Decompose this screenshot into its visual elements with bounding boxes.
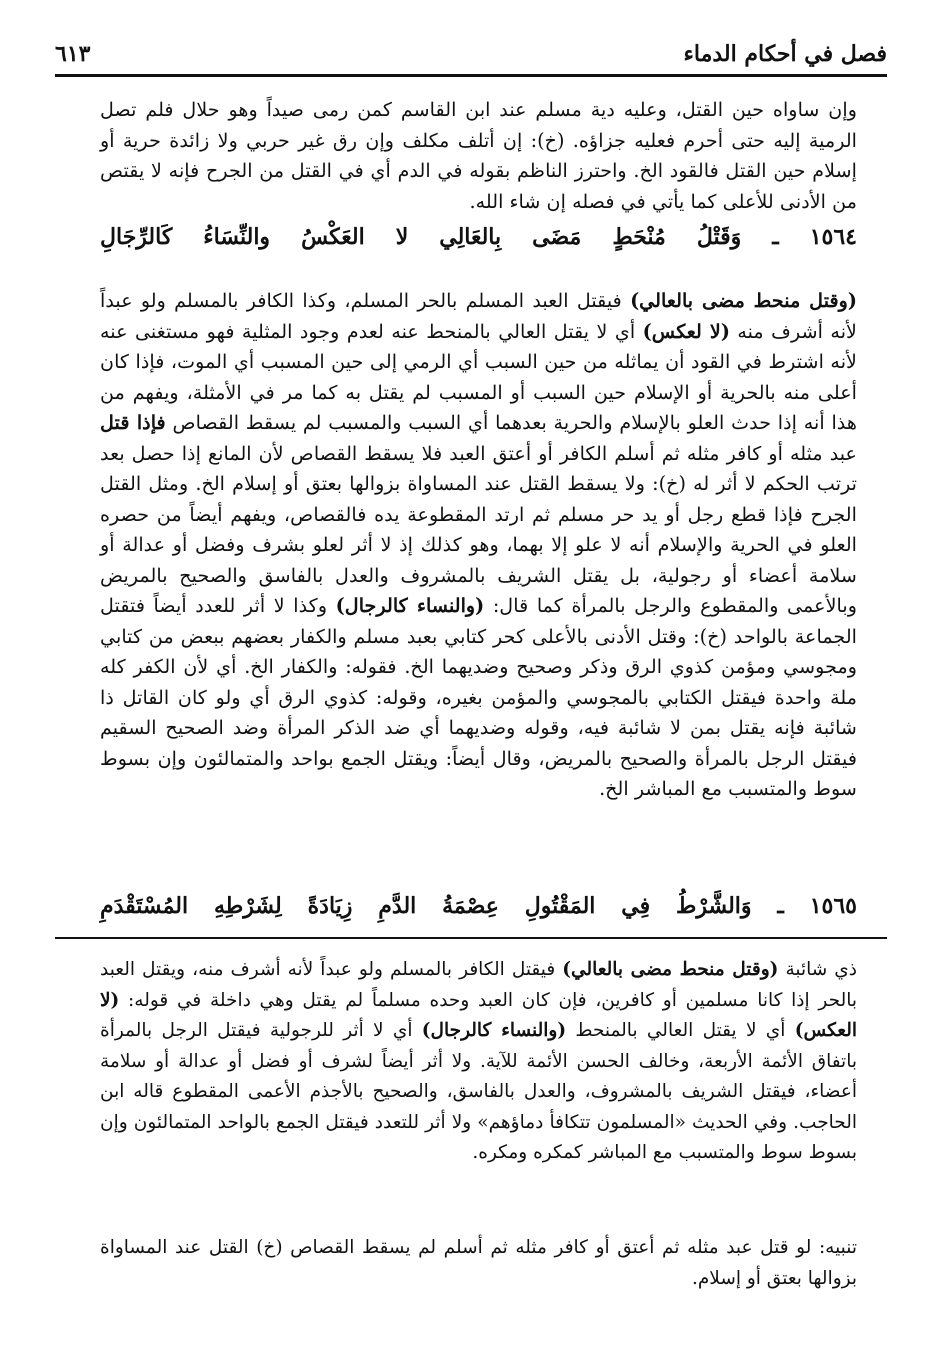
page-header <box>55 34 887 77</box>
footnote-quote-2: (لا العكس) <box>100 989 857 1041</box>
commentary-block <box>100 286 857 805</box>
verse-1565: ١٥٦٥ ـ وَالشَّرْطُ فِي المَقْتُولِ عِصْمَةُ الدَّمِ زِيَادَةً لِشَرْطِهِ المُسْتَقْدَمِ <box>100 893 857 919</box>
quote-1: (وقتل منحط مضى بالعالي) <box>630 289 857 312</box>
footnote-paragraph <box>100 955 857 1169</box>
footnote-part-d: أي لا أثر للرجولية فيقتل الرجل بالمرأة باتفاق الأئمة الأربعة، وخالف الحسن الأئمة للآية. ولا أثر أيضاً لشرف أو فضل أو عدالة أو سلامة أعضاء، فيقتل الشريف بالمشروف، والعدل بالفاسق، والصحيح بالأجذم الأعمى المقطوع قاله ابن الحاجب. وفي الحديث «المسلمون تتكافأ دماؤهم» ولا أثر للتعدد فيقتل الجمع بالواحد المتمالئون وإن بسوط سوط والمتسبب مع المباشر كمكره ومكره. <box>100 1020 857 1163</box>
footnote-separator <box>55 937 887 939</box>
page-number: ٦١٣ <box>55 41 91 67</box>
tanbih-note <box>100 1233 857 1294</box>
chapter-title: فصل في أحكام الدماء <box>683 41 887 67</box>
quote-3: فإذا قتل <box>100 411 166 434</box>
verse-1564: ١٥٦٤ ـ وَقَتْلُ مُنْحَطٍ مَضَى بِالعَالِي لا العَكْسُ والنِّسَاءُ كَالرِّجَالِ <box>100 224 857 250</box>
footnote-part-a: ذي شائبة <box>778 959 857 980</box>
footnote-quote-1: (وقتل منحط مضى بالعالي) <box>562 959 779 980</box>
commentary-part-b: أي لا يقتل العالي بالمنحط عنه لعدم وجود المثلية فهو مستغنى عنه لأنه اشترط في القود أن يماثله من حين السبب أي الرمي إلى حين المسبب أي الموت، فإذا كان أعلى منه بالحرية أو الإسلام حين السبب أو المسبب لم يقتل به كما مر في الأمثلة، ويفهم من هذا أنه إذا حدث العلو بالإسلام والحرية بعدهما أي السبب والمسبب لم يسقط القصاص <box>100 319 857 434</box>
commentary-part-c: عبد مثله أو كافر مثله ثم أسلم الكافر أو أعتق العبد فلا يسقط القصاص لأن المانع إذا حصل بعد ترتب الحكم لا أثر له (خ): ولا يسقط القتل عند المساواة بزوالها بعتق أو إسلام الخ. ومثل القتل الجرح فإذا قطع رجل أو يد حر مسلم ثم ارتد المقطوعة يده فالقصاص، ويفهم أيضاً من حصره العلو في الحرية والإسلام أنه لا علو إلا بهما، وهو كذلك إذ لا أثر لعلو بشرف وفضل أو عدالة أو سلامة أعضاء أو رجولية، بل يقتل الشريف بالمشروف والعدل بالفاسق والصحيح بالمريض وبالأعمى والمقطوع والرجل بالمرأة كما قال: <box>100 441 857 617</box>
quote-4: (والنساء كالرجال) <box>335 594 485 617</box>
intro-text <box>100 95 857 257</box>
intro-paragraph: وإن ساواه حين القتل، وعليه دية مسلم عند ابن القاسم كمن رمى صيداً وهو حلال فلم تصل الرمية إليه حتى أحرم فعليه جزاؤه. (خ): إن أتلف مكلف وإن رق غير حربي ولا زائدة حرية أو إسلام حين القتل فالقود الخ. واحترز الناظم بقوله في الدم أي في القتل من الجرح فإنه لا يقتص من الأدنى للأعلى كما يأتي في فصله إن شاء الله. <box>100 98 857 213</box>
commentary-part-a: فيقتل العبد المسلم بالحر المسلم، وكذا الكافر بالمسلم ولو عبداً لأنه أشرف منه <box>100 289 857 343</box>
footnote-block <box>100 955 857 1169</box>
footnote-part-b: فيقتل الكافر بالمسلم ولو عبداً لأنه أشرف منه، ويقتل العبد بالحر إذا كانا مسلمين أو كافرين، فإن كان العبد وحده مسلماً لم يقتل وهي داخلة في قوله: <box>100 959 857 1011</box>
footnote-quote-3: (والنساء كالرجال) <box>421 1020 567 1041</box>
commentary-paragraph <box>100 286 857 805</box>
commentary-part-d: وكذا لا أثر للعدد أيضاً فتقتل الجماعة بالواحد (خ): وقتل الأدنى بالأعلى كحر كتابي بعبد مسلم والكفار بعضهم ببعض من كتابي ومجوسي ومؤمن كذوي الرق وذكر وصحيح وضديهما الخ. فقوله: والكفار الخ. أي لأن الكفر كله ملة واحدة فيقتل الكتابي بالمجوسي والمؤمن بغيره، وقوله: كذوي الرق أي ولو كان القاتل ذا شائبة فإنه يقتل بمن لا شائبة فيه، وقوله وضديهما أي ضد الذكر المرأة وضد الصحيح السقيم فيقتل الرجل بالمرأة والصحيح بالمريض، وقال أيضاً: ويقتل الجمع بواحد والمتمالئون وإن بسوط سوط والمتسبب مع المباشر الخ. <box>100 594 857 800</box>
footnote-part-c: أي لا يقتل العالي بالمنحط <box>566 1020 795 1041</box>
tanbih-paragraph: تنبيه: لو قتل عبد مثله ثم أعتق أو كافر مثله ثم أسلم لم يسقط القصاص (خ) القتل عند المساواة بزوالها بعتق أو إسلام. <box>100 1237 857 1289</box>
quote-2: (لا لعكس) <box>642 319 730 343</box>
